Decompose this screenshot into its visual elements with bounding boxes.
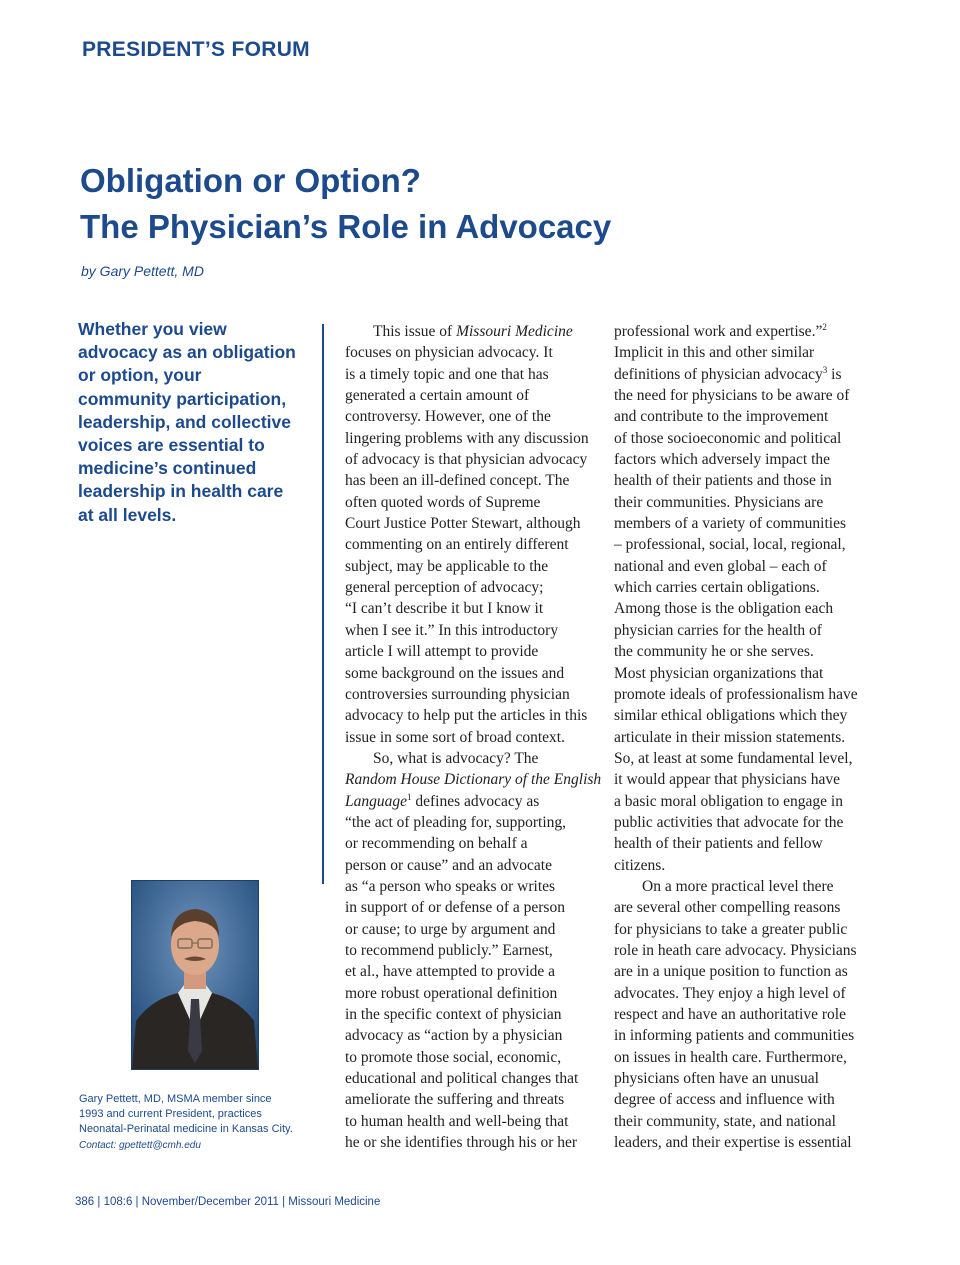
- text-fragment: defines advocacy as: [411, 792, 540, 810]
- text-line: or recommending on behalf a: [345, 835, 528, 853]
- text-line: So, at least at some fundamental level,: [614, 749, 853, 767]
- text-line: to recommend publicly.” Earnest,: [345, 941, 553, 959]
- text-line: advocacy to help put the articles in this: [345, 707, 588, 725]
- text-line: controversies surrounding physician: [345, 685, 570, 703]
- text-line: their communities. Physicians are: [614, 493, 824, 511]
- text-line: the need for physicians to be aware of: [614, 387, 850, 405]
- text-line: degree of access and influence with: [614, 1091, 835, 1109]
- caption-line: Neonatal-Perinatal medicine in Kansas City.: [79, 1123, 293, 1136]
- text-line: leaders, and their expertise is essential: [614, 1134, 852, 1152]
- pull-quote-line: community participation,: [78, 388, 287, 409]
- pull-quote-line: or option, your: [78, 365, 202, 386]
- text-line: role in heath care advocacy. Physicians: [614, 941, 857, 959]
- text-line: physicians often have an unusual: [614, 1070, 819, 1088]
- text-line: issue in some sort of broad context.: [345, 728, 565, 746]
- text-line: [614, 364, 869, 385]
- text-line: are several other compelling reasons: [614, 899, 841, 917]
- text-line: public activities that advocate for the: [614, 813, 844, 831]
- paragraph-3: [614, 385, 869, 876]
- body-column-1: [345, 321, 602, 1153]
- page-footer: 386 | 108:6 | November/December 2011 | Missouri Medicine: [75, 1196, 381, 1208]
- text-line: he or she identifies through his or her: [345, 1134, 578, 1152]
- paragraph-2: [345, 812, 595, 1154]
- text-line: health of their patients and fellow: [614, 835, 823, 853]
- text-line: and contribute to the improvement: [614, 408, 829, 426]
- dictionary-title: Random House Dictionary of the English: [345, 771, 602, 789]
- text-line: On a more practical level there: [642, 877, 834, 895]
- pull-quote-line: leadership in health care: [78, 481, 284, 502]
- text-line: members of a variety of communities: [614, 515, 847, 533]
- text-line: [614, 321, 869, 342]
- text-line: has been an ill-defined concept. The: [345, 472, 570, 490]
- text-line: national and even global – each of: [614, 557, 827, 575]
- pull-quote-line: medicine’s continued: [78, 458, 257, 479]
- text-line: ameliorate the suffering and threats: [345, 1091, 565, 1109]
- text-line: “I can’t describe it but I know it: [345, 600, 544, 618]
- text-line: promote ideals of professionalism have: [614, 685, 858, 703]
- text-fragment: This issue of: [373, 323, 457, 340]
- pull-quote-line: voices are essential to: [78, 435, 265, 456]
- publication-name: Missouri Medicine: [456, 323, 573, 340]
- title-line-1: Obligation or Option?: [80, 162, 421, 199]
- dictionary-title-end: Language: [345, 792, 407, 810]
- text-line: to human health and well-being that: [345, 1112, 569, 1130]
- text-line: is a timely topic and one that has: [345, 365, 549, 383]
- text-line: focuses on physician advocacy. It: [345, 344, 553, 362]
- photo-caption: [79, 1092, 293, 1153]
- text-line: educational and political changes that: [345, 1070, 579, 1088]
- pull-quote-line: at all levels.: [78, 504, 177, 525]
- text-line: controversy. However, one of the: [345, 408, 551, 426]
- footnote-ref: 3: [822, 364, 828, 375]
- text-fragment: is: [827, 365, 842, 383]
- text-line: citizens.: [614, 856, 666, 874]
- text-line: on issues in health care. Furthermore,: [614, 1048, 847, 1066]
- caption-line: Gary Pettett, MD, MSMA member since: [79, 1093, 272, 1105]
- caption-contact: Contact: gpettett@cmh.edu: [79, 1139, 201, 1151]
- text-line: Implicit in this and other similar: [614, 344, 815, 362]
- text-line: Among those is the obligation each: [614, 600, 834, 618]
- text-line: advocates. They enjoy a high level of: [614, 984, 846, 1002]
- text-line: general perception of advocacy;: [345, 579, 544, 597]
- text-line: their community, state, and national: [614, 1112, 836, 1130]
- text-line: of those socioeconomic and political: [614, 429, 842, 447]
- pull-quote-line: advocacy as an obligation: [78, 342, 296, 363]
- text-line: in support of or defense of a person: [345, 899, 565, 917]
- text-line: subject, may be applicable to the: [345, 557, 549, 575]
- text-line: lingering problems with any discussion: [345, 429, 589, 447]
- text-fragment: definitions of physician advocacy: [614, 365, 823, 383]
- text-line: factors which adversely impact the: [614, 451, 831, 469]
- text-line: [345, 321, 595, 342]
- author-photo: [131, 880, 259, 1070]
- text-line: of advocacy is that physician advocacy: [345, 451, 588, 469]
- text-line: person or cause” and an advocate: [345, 856, 552, 874]
- paragraph-4: [614, 897, 869, 1153]
- text-line: more robust operational definition: [345, 984, 558, 1002]
- text-line: respect and have an authoritative role: [614, 1006, 846, 1023]
- text-line: – professional, social, local, regional,: [614, 536, 846, 554]
- text-line: “the act of pleading for, supporting,: [345, 813, 567, 831]
- text-line: [345, 791, 595, 812]
- footnote-ref: 1: [407, 791, 412, 802]
- text-line: health of their patients and those in: [614, 472, 832, 490]
- text-line: et al., have attempted to provide a: [345, 963, 556, 981]
- text-line: for physicians to take a greater public: [614, 920, 848, 938]
- text-line: some background on the issues and: [345, 664, 565, 682]
- text-line: articulate in their mission statements.: [614, 728, 846, 746]
- text-line: similar ethical obligations which they: [614, 707, 848, 725]
- text-line: when I see it.” In this introductory: [345, 621, 559, 639]
- pull-quote-line: Whether you view: [78, 319, 227, 339]
- byline: by Gary Pettett, MD: [81, 263, 204, 279]
- caption-line: 1993 and current President, practices: [79, 1108, 262, 1121]
- text-line: as “a person who speaks or writes: [345, 877, 556, 895]
- pull-quote-line: leadership, and collective: [78, 411, 291, 432]
- article-title: [80, 158, 611, 250]
- section-label: PRESIDENT’S FORUM: [82, 38, 310, 61]
- text-line: physician carries for the health of: [614, 621, 822, 639]
- text-line: So, what is advocacy? The: [373, 749, 539, 767]
- column-divider: [322, 324, 324, 884]
- text-line: to promote those social, economic,: [345, 1048, 562, 1066]
- text-line: commenting on an entirely different: [345, 536, 569, 554]
- text-line: often quoted words of Supreme: [345, 493, 541, 511]
- text-line: article I will attempt to provide: [345, 643, 539, 661]
- text-line: which carries certain obligations.: [614, 579, 820, 597]
- text-line: advocacy as “action by a physician: [345, 1027, 563, 1045]
- pull-quote: [78, 318, 298, 527]
- text-line: [345, 769, 602, 790]
- footnote-ref: 2: [822, 321, 827, 332]
- text-line: Court Justice Potter Stewart, although: [345, 515, 581, 533]
- title-line-2: The Physician’s Role in Advocacy: [80, 208, 612, 245]
- body-column-2: [614, 321, 869, 1153]
- text-line: in the specific context of physician: [345, 1006, 562, 1023]
- text-line: or cause; to urge by argument and: [345, 920, 556, 938]
- text-line: in informing patients and communities: [614, 1027, 855, 1045]
- text-fragment: professional work and expertise.”: [614, 323, 823, 340]
- text-line: are in a unique position to function as: [614, 963, 848, 981]
- text-line: the community he or she serves.: [614, 643, 814, 661]
- text-line: it would appear that physicians have: [614, 771, 840, 789]
- text-line: generated a certain amount of: [345, 387, 530, 405]
- text-line: Most physician organizations that: [614, 664, 824, 682]
- text-line: a basic moral obligation to engage in: [614, 792, 843, 810]
- paragraph-1: [345, 342, 595, 748]
